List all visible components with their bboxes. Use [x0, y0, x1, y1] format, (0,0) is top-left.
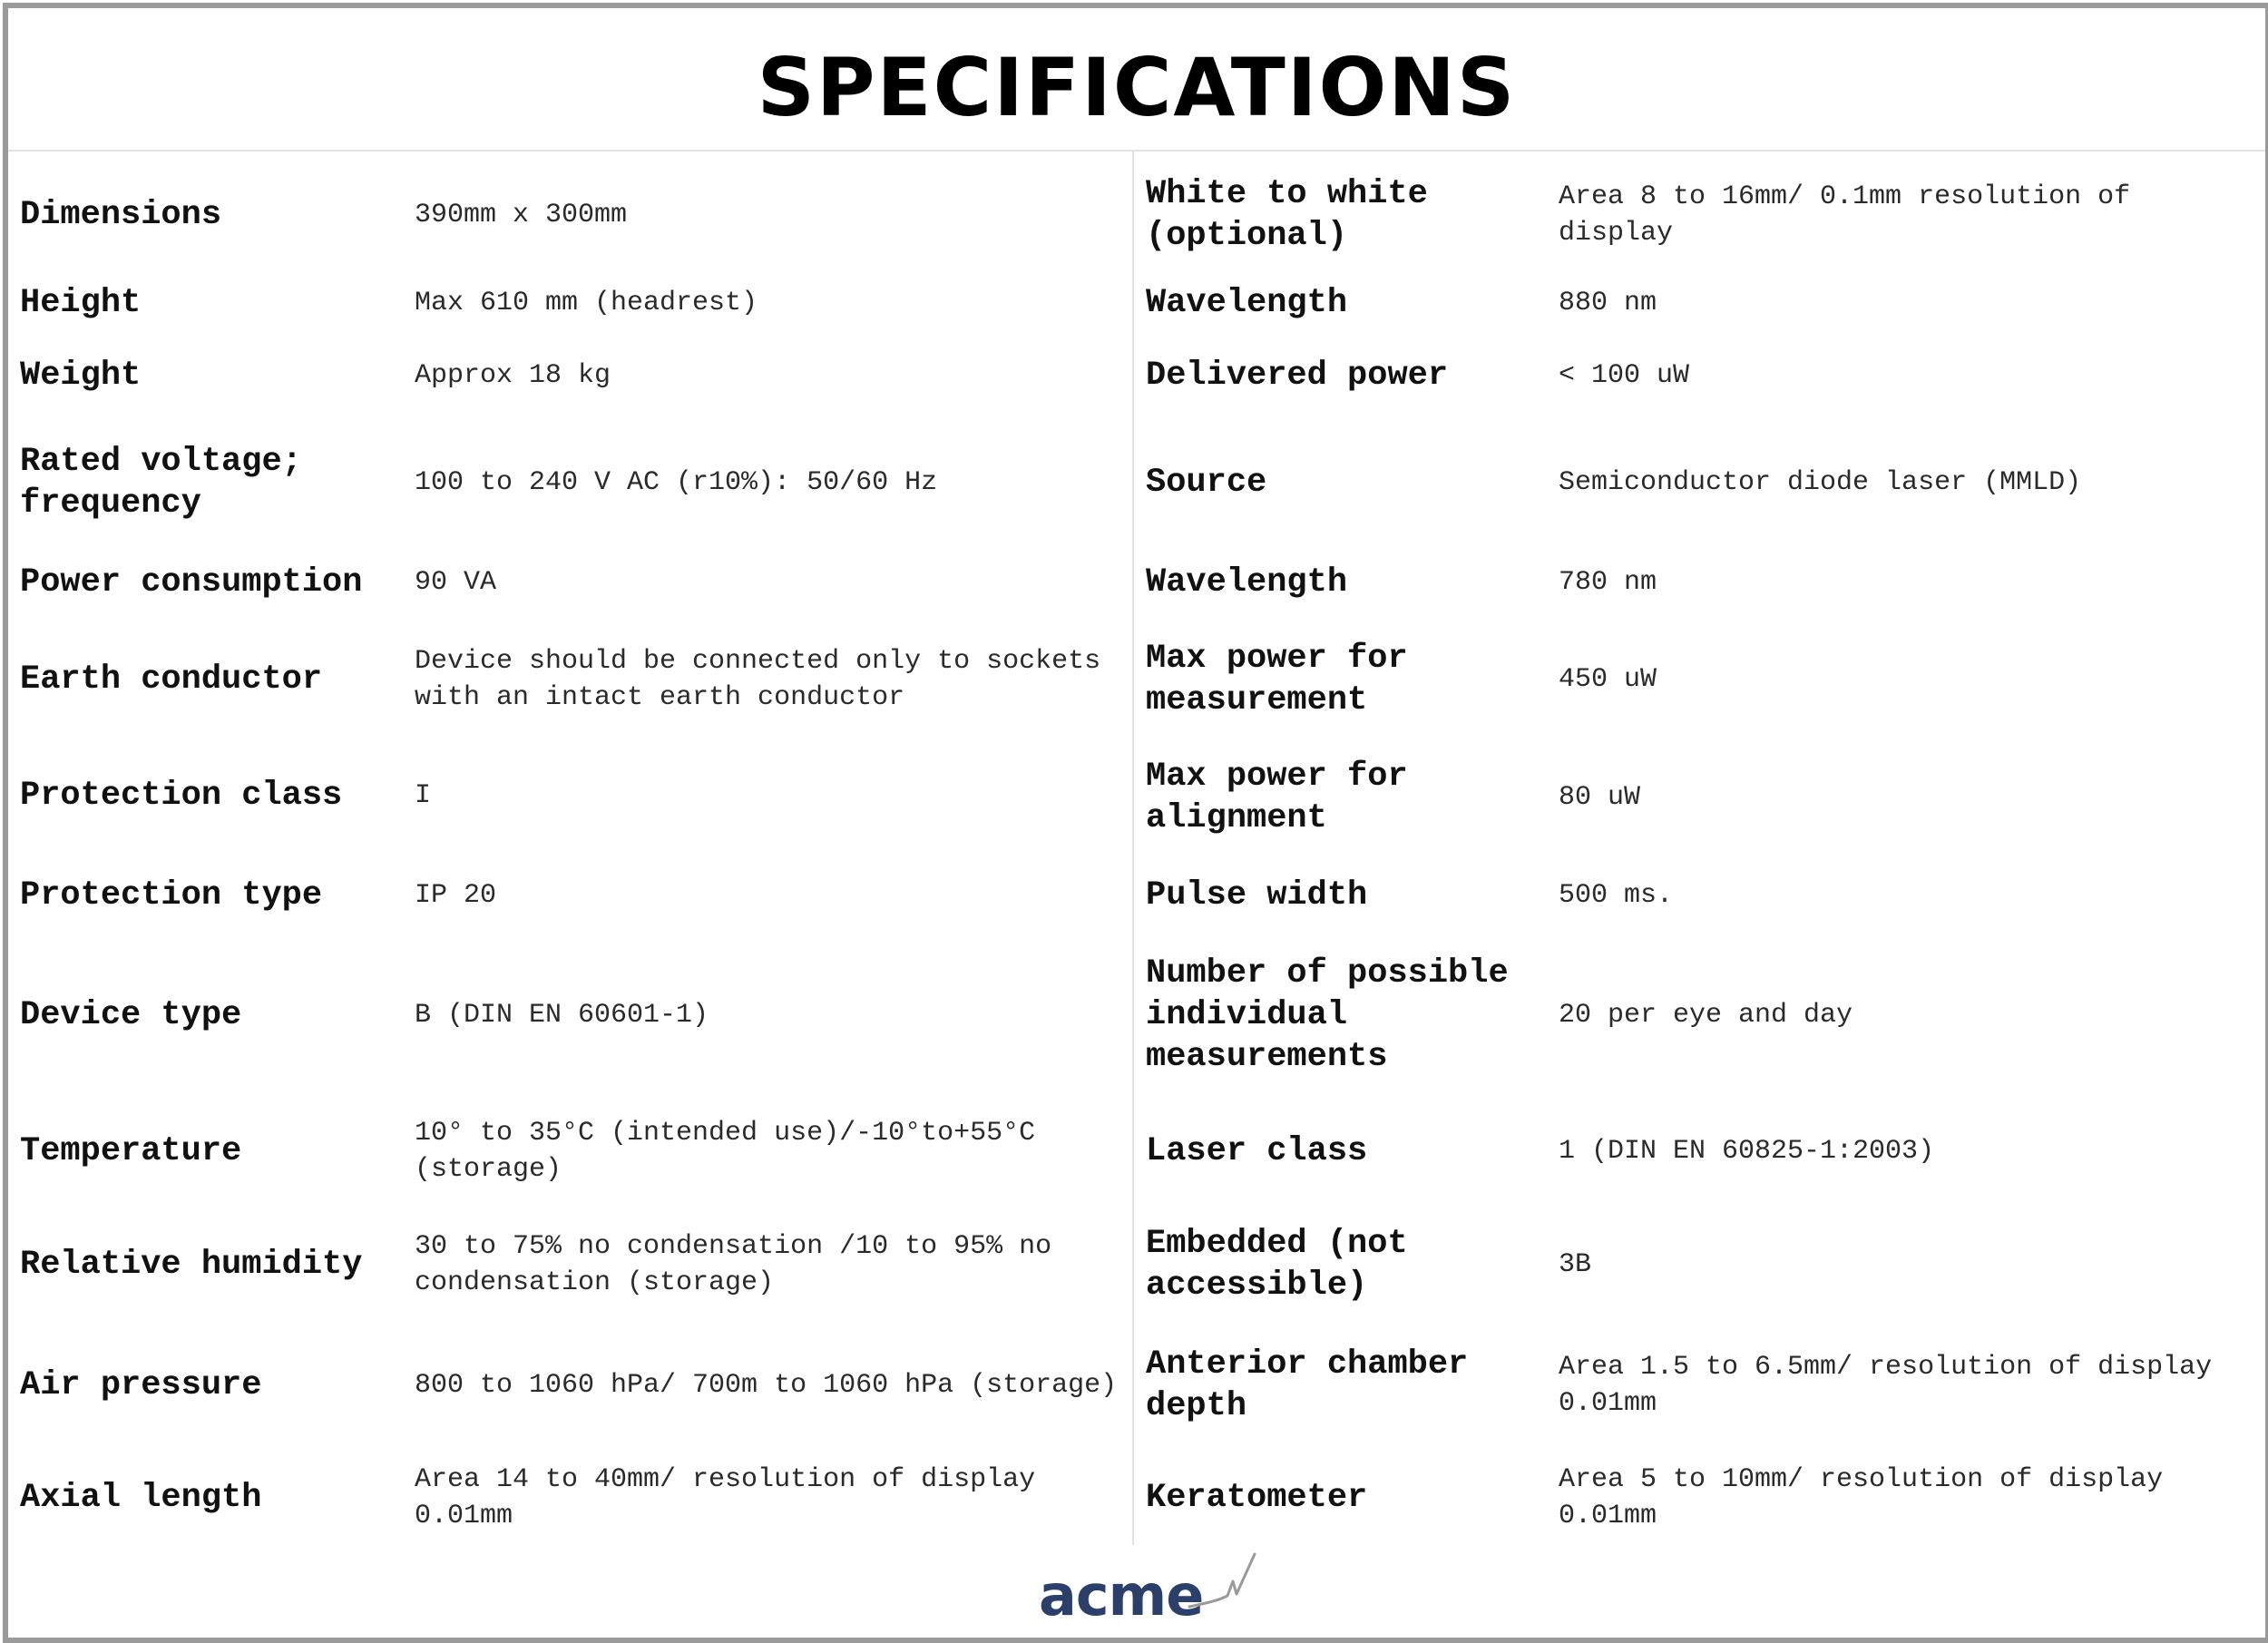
spec-value: 20 per eye and day	[1559, 1000, 1853, 1031]
spec-label: Embedded (not accessible)	[1146, 1225, 1408, 1305]
spec-label: Dimensions	[20, 195, 222, 234]
spec-label: Max power for measurement	[1146, 640, 1408, 719]
spec-row	[20, 543, 1129, 621]
spec-row	[1146, 1443, 2257, 1552]
spec-value: 100 to 240 V AC (r10%): 50/60 Hz	[415, 466, 938, 498]
spec-label: Laser class	[1146, 1132, 1368, 1170]
spec-row	[1146, 1328, 2257, 1442]
spec-label: Power consumption	[20, 562, 363, 601]
spec-value: 780 nm	[1559, 566, 1657, 598]
spec-value: Area 1.5 to 6.5mm/ resolution of display 0.01mm	[1559, 1351, 2213, 1419]
spec-label: Protection type	[20, 875, 323, 914]
spec-row	[20, 1210, 1129, 1319]
spec-label: Relative humidity	[20, 1246, 363, 1284]
spec-label: Weight	[20, 357, 142, 395]
spec-value: 390mm x 300mm	[415, 199, 628, 230]
spec-value: 30 to 75% no condensation /10 to 95% no condensation (storage)	[415, 1231, 1052, 1298]
spec-label: Number of possible individual measurements	[1146, 954, 1509, 1076]
spec-label: Source	[1146, 463, 1267, 502]
spec-row	[20, 430, 1129, 534]
spec-row	[1146, 339, 2257, 412]
spec-value: Area 5 to 10mm/ resolution of display 0.01mm	[1559, 1464, 2164, 1531]
page-title: SPECIFICATIONS	[757, 41, 1517, 134]
brand-logo	[1031, 1550, 1267, 1637]
spec-row	[20, 1097, 1129, 1206]
spec-label: Protection class	[20, 776, 343, 815]
spec-label: Pulse width	[1146, 875, 1368, 914]
spec-label: Wavelength	[1146, 284, 1348, 322]
spec-row	[1146, 543, 2257, 621]
spec-row	[1146, 1210, 2257, 1319]
spec-row	[1146, 743, 2257, 852]
spec-value: 500 ms.	[1559, 879, 1674, 911]
spec-row	[1146, 947, 2257, 1083]
spec-row	[20, 1443, 1129, 1552]
spec-value: 10° to 35°C (intended use)/-10°to+55°C (storage)	[415, 1118, 1036, 1185]
spec-value: Area 14 to 40mm/ resolution of display 0.01mm	[415, 1464, 1036, 1531]
spec-value: 3B	[1559, 1249, 1592, 1280]
spec-value: I	[415, 779, 432, 811]
spec-value: 80 uW	[1559, 782, 1641, 813]
spec-value: 1 (DIN EN 60825-1:2003)	[1559, 1136, 1935, 1167]
spec-row	[20, 267, 1129, 339]
title-divider	[8, 150, 2265, 152]
spec-value: Area 8 to 16mm/ 0.1mm resolution of display	[1559, 181, 2131, 249]
spec-label: Device type	[20, 996, 242, 1034]
spec-value: 450 uW	[1559, 664, 1657, 695]
spec-row	[20, 339, 1129, 412]
spec-value: 800 to 1060 hPa/ 700m to 1060 hPa (storage)	[415, 1369, 1118, 1401]
spec-label: Anterior chamber depth	[1146, 1345, 1469, 1425]
spec-value: Max 610 mm (headrest)	[415, 288, 758, 318]
spec-row	[20, 856, 1129, 934]
spec-row	[1146, 856, 2257, 934]
spec-row	[1146, 430, 2257, 534]
spec-value: < 100 uW	[1559, 360, 1690, 391]
column-divider	[1132, 152, 1134, 1545]
spec-label: Wavelength	[1146, 562, 1348, 601]
spec-row	[20, 162, 1129, 267]
spec-row	[1146, 625, 2257, 734]
spec-value: Device should be connected only to sockets with an intact earth conductor	[415, 646, 1101, 713]
spec-value: B (DIN EN 60601-1)	[415, 1000, 709, 1031]
spec-row	[20, 625, 1129, 734]
spec-label: Max power for alignment	[1146, 758, 1408, 837]
spec-sheet	[3, 3, 2268, 1643]
spec-value: Approx 18 kg	[415, 360, 611, 391]
spec-row	[20, 952, 1129, 1079]
spec-value: 90 VA	[415, 566, 497, 598]
spec-label: Height	[20, 284, 142, 322]
spec-row	[20, 757, 1129, 834]
spec-value: IP 20	[415, 879, 497, 911]
spec-row	[1146, 267, 2257, 339]
spec-label: Temperature	[20, 1132, 242, 1170]
signal-wave-icon	[1188, 1550, 1260, 1614]
spec-row	[1146, 1097, 2257, 1206]
spec-label: Keratometer	[1146, 1479, 1368, 1517]
spec-row	[1146, 162, 2257, 267]
spec-label: Earth conductor	[20, 660, 323, 699]
spec-row	[20, 1342, 1129, 1428]
spec-label: Delivered power	[1146, 357, 1449, 395]
spec-label: Air pressure	[20, 1365, 262, 1404]
spec-label: Rated voltage; frequency	[20, 442, 302, 523]
brand-logo-text: acme	[1039, 1562, 1204, 1628]
spec-label: White to white (optional)	[1146, 174, 1428, 255]
spec-label: Axial length	[20, 1479, 262, 1517]
spec-value: 880 nm	[1559, 288, 1657, 318]
spec-value: Semiconductor diode laser (MMLD)	[1559, 466, 2082, 498]
